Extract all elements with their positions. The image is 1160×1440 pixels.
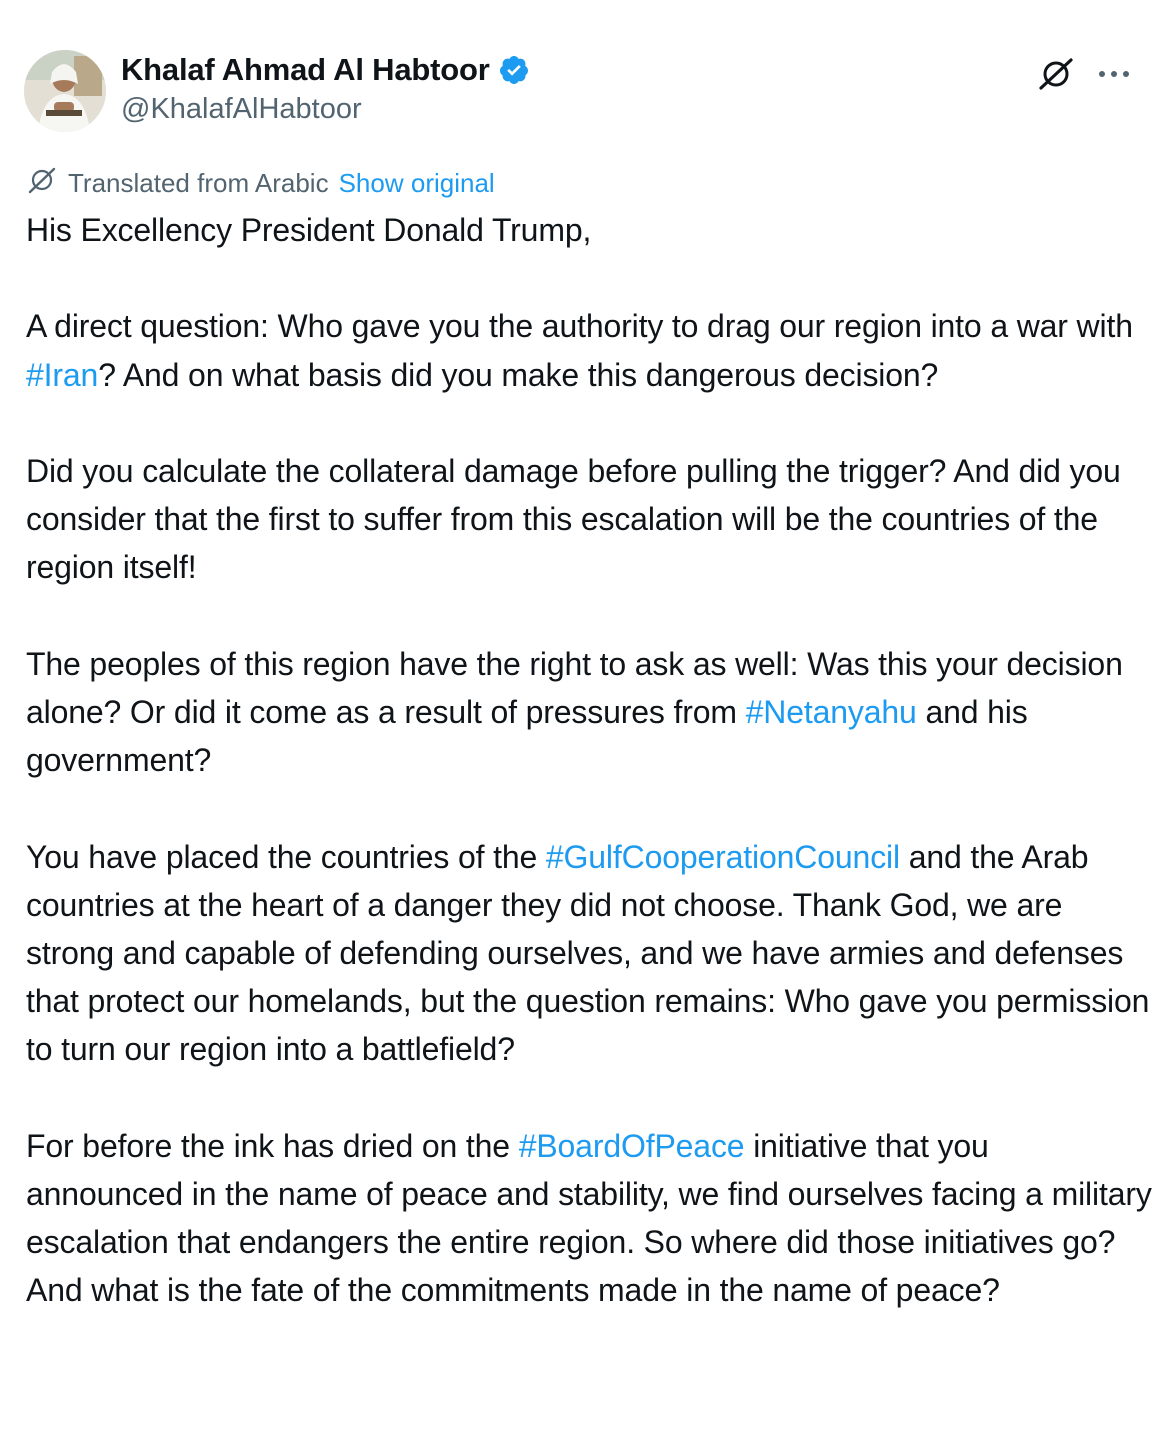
tweet-text-segment: ? And on what basis did you make this dangerous decision? [98,356,939,393]
tweet-paragraph [26,302,1154,398]
tweet-text-segment: initiative that you announced in the name of peace and stability, we find ourselves facing a military escalation that endangers the entire region. So where did those initiatives go? And what is the fate of the commitments made in the name of peace? [26,1127,1152,1309]
tweet-text-segment: Did you calculate the collateral damage before pulling the trigger? And did you consider that the first to suffer from this escalation will be the countries of the region itself! [26,452,1121,586]
verified-badge-icon[interactable] [498,54,530,86]
tweet-text-segment: A direct question: Who gave you the authority to drag our region into a war with [26,308,1133,345]
show-original-link[interactable]: Show original [338,168,495,198]
tweet-text-segment: His Excellency President Donald Trump, [26,212,592,248]
hashtag-board-of-peace-link[interactable]: #BoardOfPeace [518,1127,745,1164]
tweet-header [24,48,1136,132]
author-name-row [121,52,530,88]
tweet-paragraph [26,640,1154,785]
tweet-paragraph [26,833,1154,1074]
translation-notice [26,164,495,203]
tweet-text-segment: The peoples of this region have the right to ask as well: Was this your decision alone? Or did it come as a result of pressures from [26,645,1123,730]
tweet-text-segment: and the Arab countries at the heart of a danger they did not choose. Thank God, we are strong and capable of defending ourselves, and we have armies and defenses that protect our homelands, but the question remains: Who gave you permission to turn our region into a battlefield? [26,838,1150,1068]
tweet-paragraph [26,1122,1154,1315]
tweet-paragraph [26,447,1154,592]
hashtag-netanyahu-link[interactable]: #Netanyahu [745,693,917,730]
translated-label: Translated from Arabic [68,168,329,198]
hashtag-iran-link[interactable]: #Iran [26,356,99,393]
tweet-text-segment: and his government? [26,693,1028,779]
grok-slash-icon[interactable] [1034,52,1078,96]
tweet-paragraph [26,206,1154,254]
tweet-actions [1034,52,1136,96]
hashtag-gulf-cooperation-council-link[interactable]: #GulfCooperationCouncil [545,838,900,875]
tweet-text [26,206,1154,1315]
more-dots-icon[interactable] [1092,52,1136,96]
translate-icon [26,164,58,203]
author-display-name[interactable]: Khalaf Ahmad Al Habtoor [121,52,490,87]
tweet-text-segment: You have placed the countries of the [26,838,546,875]
tweet-text-segment: For before the ink has dried on the [26,1127,519,1164]
author-handle[interactable]: @KhalafAlHabtoor [121,93,362,125]
author-avatar[interactable] [24,50,106,132]
